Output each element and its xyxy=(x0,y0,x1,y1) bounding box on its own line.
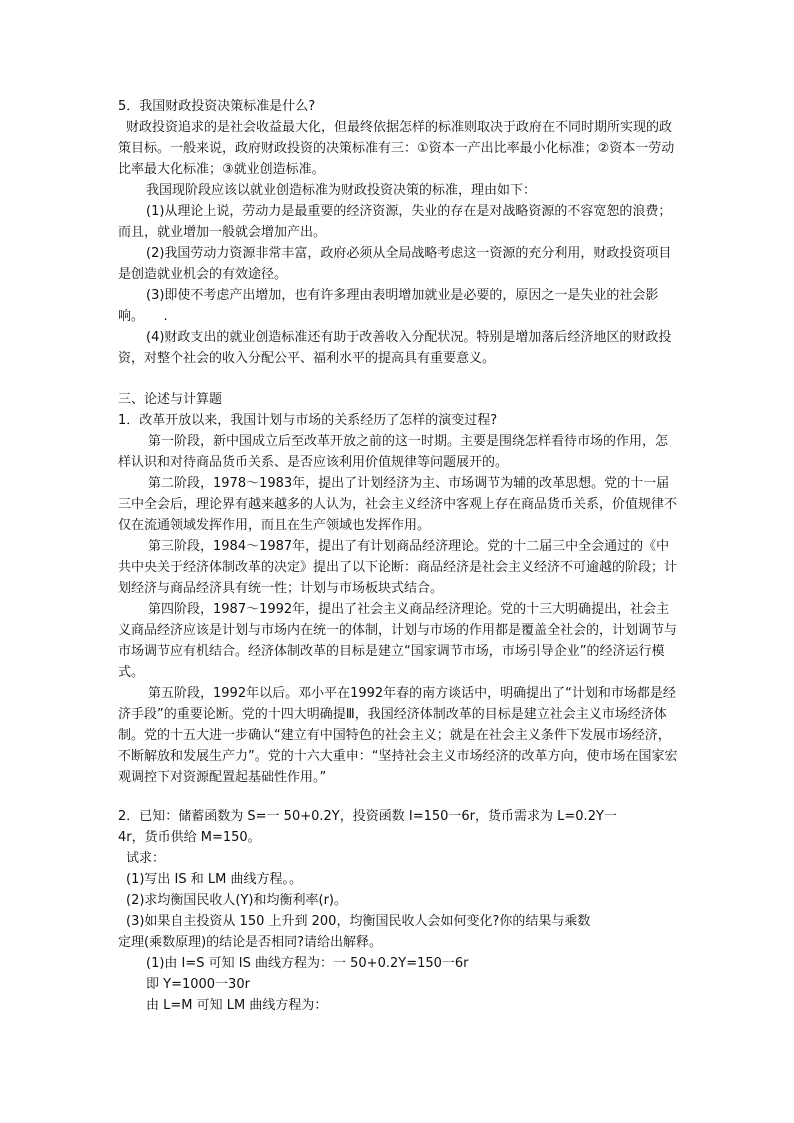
section-3-block xyxy=(118,389,678,788)
paragraph: (1)从理论上说，劳动力是最重要的经济资源，失业的存在是对战略资源的不容宽恕的浪费；而且，就业增加一般就会增加产出。 xyxy=(118,204,672,240)
paragraph: 第一阶段，新中国成立后至改革开放之前的这一时期。主要是围绕怎样看待市场的作用，怎样认识和对待商品货币关系、是否应该利用价值规律等问题展开的。 xyxy=(118,434,669,470)
section-title: 三、论述与计算题 xyxy=(118,392,223,407)
paragraph: 第五阶段，1992年以后。邓小平在1992年春的南方谈话中，明确提出了“计划和市场都是经济手段”的重要论断。党的十四大明确提Ⅲ，我国经济体制改革的目标是建立社会主义市场经济体制。党的十五大进一步确认“建立有中国特色的社会主义；就是在社会主义条件下发展市场经济，不断解放和发展生产力”。党的十六大重申：“坚持社会主义市场经济的改革方向，使市场在国家宏观调控下对资源配置起基础性作用。” xyxy=(118,686,678,785)
solution-line: (1)由 I=S 可知 IS 曲线方程为：一 50+0.2Y=150一6r xyxy=(146,956,469,971)
paragraph: 第四阶段，1987～1992年，提出了社会主义商品经济理论。党的十三大明确提出，社会主义商品经济应该是计划与市场内在统一的体制，计划与市场的作用都是覆盖全社会的，计划调节与市场调节应有机结合。经济体制改革的目标是建立“国家调节市场，市场引导企业”的经济运行模式。 xyxy=(118,602,678,680)
question-5-heading: 5．我国财政投资决策标准是什么? xyxy=(118,99,316,114)
solution-line: 由 L=M 可知 LM 曲线方程为： xyxy=(146,998,328,1013)
paragraph: 我国现阶段应该以就业创造标准为财政投资决策的标准，理由如下： xyxy=(146,183,537,198)
question-5-block xyxy=(118,96,678,369)
paragraph: (4)财政支出的就业创造标准还有助于改善收入分配状况。特别是增加落后经济地区的财政投资，对整个社会的收入分配公平、福利水平的提高具有重要意义。 xyxy=(118,330,672,366)
question-ask: 试求： xyxy=(126,851,166,866)
paragraph: 财政投资追求的是社会收益最大化，但最终依据怎样的标准则取决于政府在不同时期所实现的政策目标。一般来说，政府财政投资的决策标准有三：①资本一产出比率最小化标准；②资本一劳动比率最大化标准；③就业创造标准。 xyxy=(118,120,675,177)
paragraph: 第三阶段，1984～1987年，提出了有计划商品经济理论。党的十二届三中全会通过的《中共中央关于经济体制改革的决定》提出了以下论断：商品经济是社会主义经济不可逾越的阶段；计划经济与商品经济具有统一性；计划与市场板块式结合。 xyxy=(118,539,678,596)
question-2-line: 4r，货币供给 M=150。 xyxy=(118,830,261,845)
sub-question: (1)写出 IS 和 LM 曲线方程。。 xyxy=(126,872,302,887)
solution-line: 即 Y=1000一30r xyxy=(146,977,250,992)
paragraph: (2)我国劳动力资源非常丰富，政府必须从全局战略考虑这一资源的充分利用，财政投资项目是创造就业机会的有效途径。 xyxy=(118,246,672,282)
question-1-heading: 1．改革开放以来，我国计划与市场的关系经历了怎样的演变过程? xyxy=(118,413,498,428)
sub-question: (3)如果自主投资从 150 上升到 200，均衡国民收人会如何变化?你的结果与乘数 xyxy=(126,914,591,929)
paragraph: 第二阶段，1978～1983年，提出了计划经济为主、市场调节为辅的改革思想。党的十一届三中全会后，理论界有越来越多的人认为，社会主义经济中客观上存在商品货币关系，价值规律不仅在流通领域发挥作用，而且在生产领域也发挥作用。 xyxy=(118,476,678,533)
sub-question: (2)求均衡国民收人(Y)和均衡利率(r)。 xyxy=(126,893,347,908)
paragraph: (3)即使不考虑产出增加，也有许多理由表明增加就业是必要的，原因之一是失业的社会影响。 . xyxy=(118,288,659,324)
question-2-block xyxy=(118,806,678,1016)
sub-question: 定理(乘数原理)的结论是否相同?请给出解释。 xyxy=(118,935,383,950)
question-2-line: 2．已知：储蓄函数为 S=一 50+0.2Y，投资函数 I=150一6r，货币需求为 L=0.2Y一 xyxy=(118,809,617,824)
